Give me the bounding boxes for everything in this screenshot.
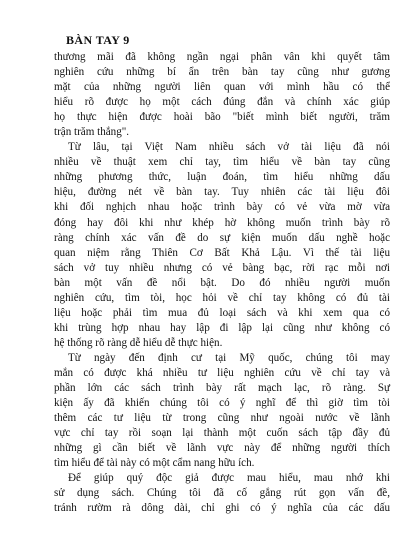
text-line: vực chỉ tay rồi soạn lại thành một cuốn sách tập đầy đủ <box>54 427 390 440</box>
text-line: khi đối nghịch nhau hoặc trình bày có vẻ vừa mờ vừa <box>54 201 390 214</box>
text-line: khi trùng hợp nhau hay lập đi lập lại cũng như không có <box>54 321 390 334</box>
text-line: quan niệm rằng Thiên Cơ Bất Khả Lậu. Vì thế tài liệu <box>54 246 390 259</box>
text-line: liệu hoặc phải tìm mua đủ loại sách và khi xem qua có <box>54 306 390 319</box>
text-line: ràng chính xác vấn đề do sự kiện muốn dấu nghề hoặc <box>54 231 390 244</box>
running-head: BÀN TAY 9 <box>66 33 130 47</box>
text-line: phần lớn các sách trình bày rất mạch lạc, rõ ràng. Sự <box>54 382 390 395</box>
text-line: thêm các tư liệu từ trong cũng như ngoài nước về lãnh <box>54 412 390 425</box>
text-line: họ thực hiện được hoài bão "biết mình biết người, trăm <box>54 111 390 124</box>
text-line: nghiên cứu những bí ẩn trên bàn tay cũng như gương <box>54 66 390 79</box>
paragraph <box>54 50 390 140</box>
text-line: hiệu, đường nét về bàn tay. Tuy nhiên các tài liệu đôi <box>54 186 390 199</box>
paragraph <box>54 351 390 471</box>
text-line: nhiều về thuật xem chỉ tay, tìm hiểu về bàn tay cũng <box>54 156 390 169</box>
text-line: những phương thức, luận đoán, tìm hiểu những dấu <box>54 171 390 184</box>
text-line: tìm hiểu để tài này có một cẩm nang hữu ích. <box>54 457 255 470</box>
paragraph <box>54 140 390 351</box>
text-line: Từ ngày đến định cư tại Mỹ quốc, chúng tôi may <box>68 351 390 364</box>
text-line: thương mãi đã không ngần ngại phân vân khi quyết tâm <box>54 51 390 63</box>
text-line: hệ thống rõ ràng dễ hiểu dễ thực hiện. <box>54 336 223 349</box>
text-line: những gì cần biết về lãnh vực này để những người thích <box>54 442 390 455</box>
text-line: Từ lâu, tại Việt Nam nhiều sách vở tài liệu đã nói <box>68 141 390 154</box>
text-line: đóng hay đôi khi như khép hờ không muốn trình bày rõ <box>54 216 390 229</box>
text-line: nghiên cứu, tìm tòi, học hỏi về chỉ tay không có đủ tài <box>54 291 390 304</box>
text-line: tránh rườm rà dông dài, chỉ ghi có ý nghĩa của các dấu <box>54 502 390 515</box>
text-line: Để giúp quý độc giả được mau hiểu, mau nhớ khi <box>68 472 390 485</box>
text-line: sách vở tuy nhiều nhưng có vẻ bàng bạc, rời rạc mỗi nơi <box>54 261 390 274</box>
text-line: trận trăm thắng". <box>54 126 130 139</box>
text-line: mặt của những người liên quan với mình hầu có thể <box>54 81 390 94</box>
text-line: hiểu rõ được họ một cách đúng đắn và chính xác giúp <box>54 96 390 109</box>
text-line: mắn có được khá nhiều tư liệu nghiên cứu về chỉ tay và <box>54 366 390 379</box>
text-line: bàn một vấn đề nổi bật. Do đó nhiều người muốn <box>54 276 390 289</box>
text-line: sử dụng sách. Chúng tôi đã cố gắng rút gọn vấn đề, <box>54 487 390 500</box>
text-line: kiện ấy đã khiến chúng tôi có ý nghĩ để thì giờ tìm tòi <box>54 397 390 410</box>
paragraph <box>54 471 390 516</box>
body-text <box>54 50 390 516</box>
